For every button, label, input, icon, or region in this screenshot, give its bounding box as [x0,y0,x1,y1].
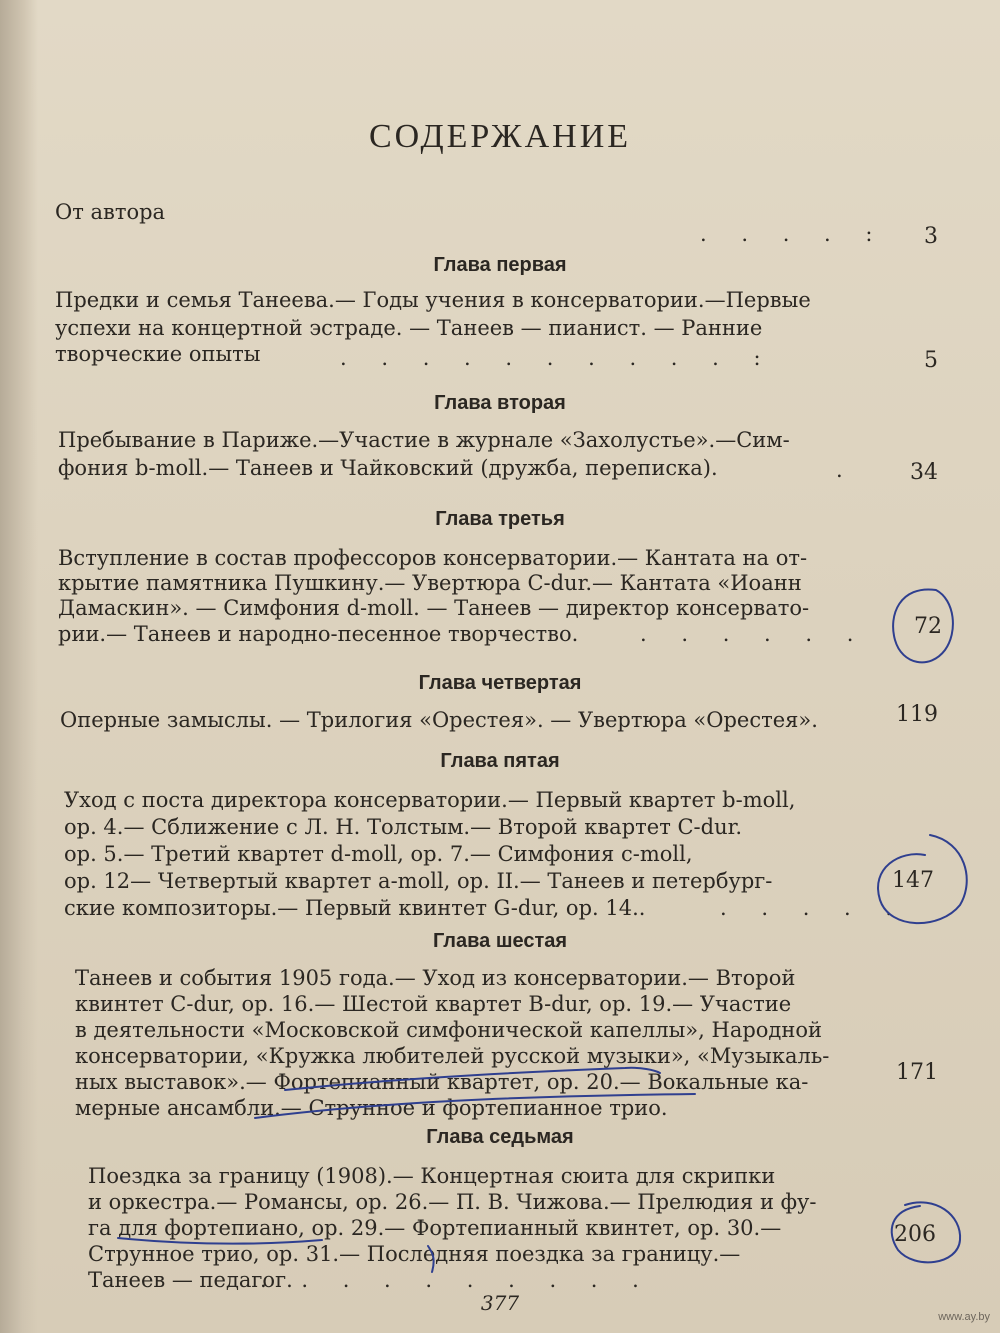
chapter-7-line: и оркестра.— Романсы, ор. 26.— П. В. Чижова.— Прелюдия и фу- [88,1190,817,1214]
chapter-7-line: Струнное трио, ор. 31.— Последняя поездка за границу.— [88,1242,741,1266]
chapter-3-line: Вступление в состав профессоров консерватории.— Кантата на от- [58,546,808,570]
chapter-4-heading: Глава четвертая [418,672,582,694]
chapter-2-line: Пребывание в Париже.—Участие в журнале «Захолустье».—Сим- [58,428,790,452]
chapter-7-heading: Глава седьмая [426,1126,574,1148]
leader-dots: . . . . : [700,222,887,246]
intro-label: От автора [55,200,166,224]
chapter-5-page-number: 147 [892,868,934,893]
leader-dots: . . . . . . [640,622,868,646]
chapter-1-line: успехи на концертной эстраде. — Танеев — пианист. — Ранние [55,316,763,340]
leader-dots: . [836,458,857,482]
chapter-3-page-number: 72 [914,614,942,639]
chapter-3-line: крытие памятника Пушкину.— Увертюра C-dur.— Кантата «Иоанн [58,571,802,595]
chapter-6-page-number: 171 [896,1060,938,1085]
chapter-7-line: га для фортепиано, ор. 29.— Фортепианный квинтет, ор. 30.— [88,1216,782,1240]
chapter-1-heading: Глава первая [433,254,567,276]
chapter-3-line: Дамаскин». — Симфония d-moll. — Танеев — директор консервато- [58,596,810,620]
chapter-6-line: Танеев и события 1905 года.— Уход из консерватории.— Второй [75,966,796,990]
leader-dots: . . . . . . . . . . : [340,346,775,370]
chapter-6-line: ных выставок».— Фортепианный квартет, ор. 20.— Вокальные ка- [75,1070,809,1094]
watermark-text: www.ay.by [938,1311,990,1323]
chapter-1-line: Предки и семья Танеева.— Годы учения в консерватории.—Первые [55,288,811,312]
intro-page-number: 3 [924,224,938,249]
chapter-1-page-number: 5 [924,348,938,373]
chapter-5-heading: Глава пятая [440,750,560,772]
chapter-4-page-number: 119 [896,702,938,727]
leader-dots: . . . . . . . . . . [260,1268,653,1292]
chapter-2-heading: Глава вторая [434,392,566,414]
chapter-5-line: ор. 4.— Сближение с Л. Н. Толстым.— Второй квартет C-dur. [64,815,743,839]
chapter-6-line: квинтет C-dur, ор. 16.— Шестой квартет B-dur, ор. 19.— Участие [75,992,792,1016]
chapter-7-page-number: 206 [894,1222,936,1247]
chapter-1-line: творческие опыты [55,342,261,366]
chapter-5-line: ские композиторы.— Первый квинтет G-dur, ор. 14.. [64,896,646,920]
chapter-3-line: рии.— Танеев и народно-песенное творчество. [58,622,579,646]
page-title: СОДЕРЖАНИЕ [368,118,632,155]
chapter-7-line: Поездка за границу (1908).— Концертная сюита для скрипки [88,1164,776,1188]
chapter-5-line: ор. 12— Четвертый квартет a-moll, ор. II.— Танеев и петербург- [64,869,773,893]
chapter-2-page-number: 34 [910,460,938,485]
chapter-6-heading: Глава шестая [432,930,568,952]
chapter-5-line: Уход с поста директора консерватории.— Первый квартет b-moll, [64,788,796,812]
chapter-7-line: Танеев — педагог. [88,1268,293,1292]
chapter-3-heading: Глава третья [435,508,565,530]
chapter-4-line: Оперные замыслы. — Трилогия «Орестея». — Увертюра «Орестея». [60,708,818,732]
chapter-6-line: в деятельности «Московской симфонической капеллы», Народной [75,1018,822,1042]
chapter-5-line: ор. 5.— Третий квартет d-moll, ор. 7.— Симфония c-moll, [64,842,693,866]
chapter-2-line: фония b-moll.— Танеев и Чайковский (дружба, переписка). [58,456,718,480]
leader-dots: . . . . . [720,896,907,920]
page-folio-number: 377 [480,1291,520,1315]
chapter-6-line: мерные ансамбли.— Струнное и фортепианное трио. [75,1096,668,1120]
chapter-6-line: консерватории, «Кружка любителей русской музыки», «Музыкаль- [75,1044,830,1068]
